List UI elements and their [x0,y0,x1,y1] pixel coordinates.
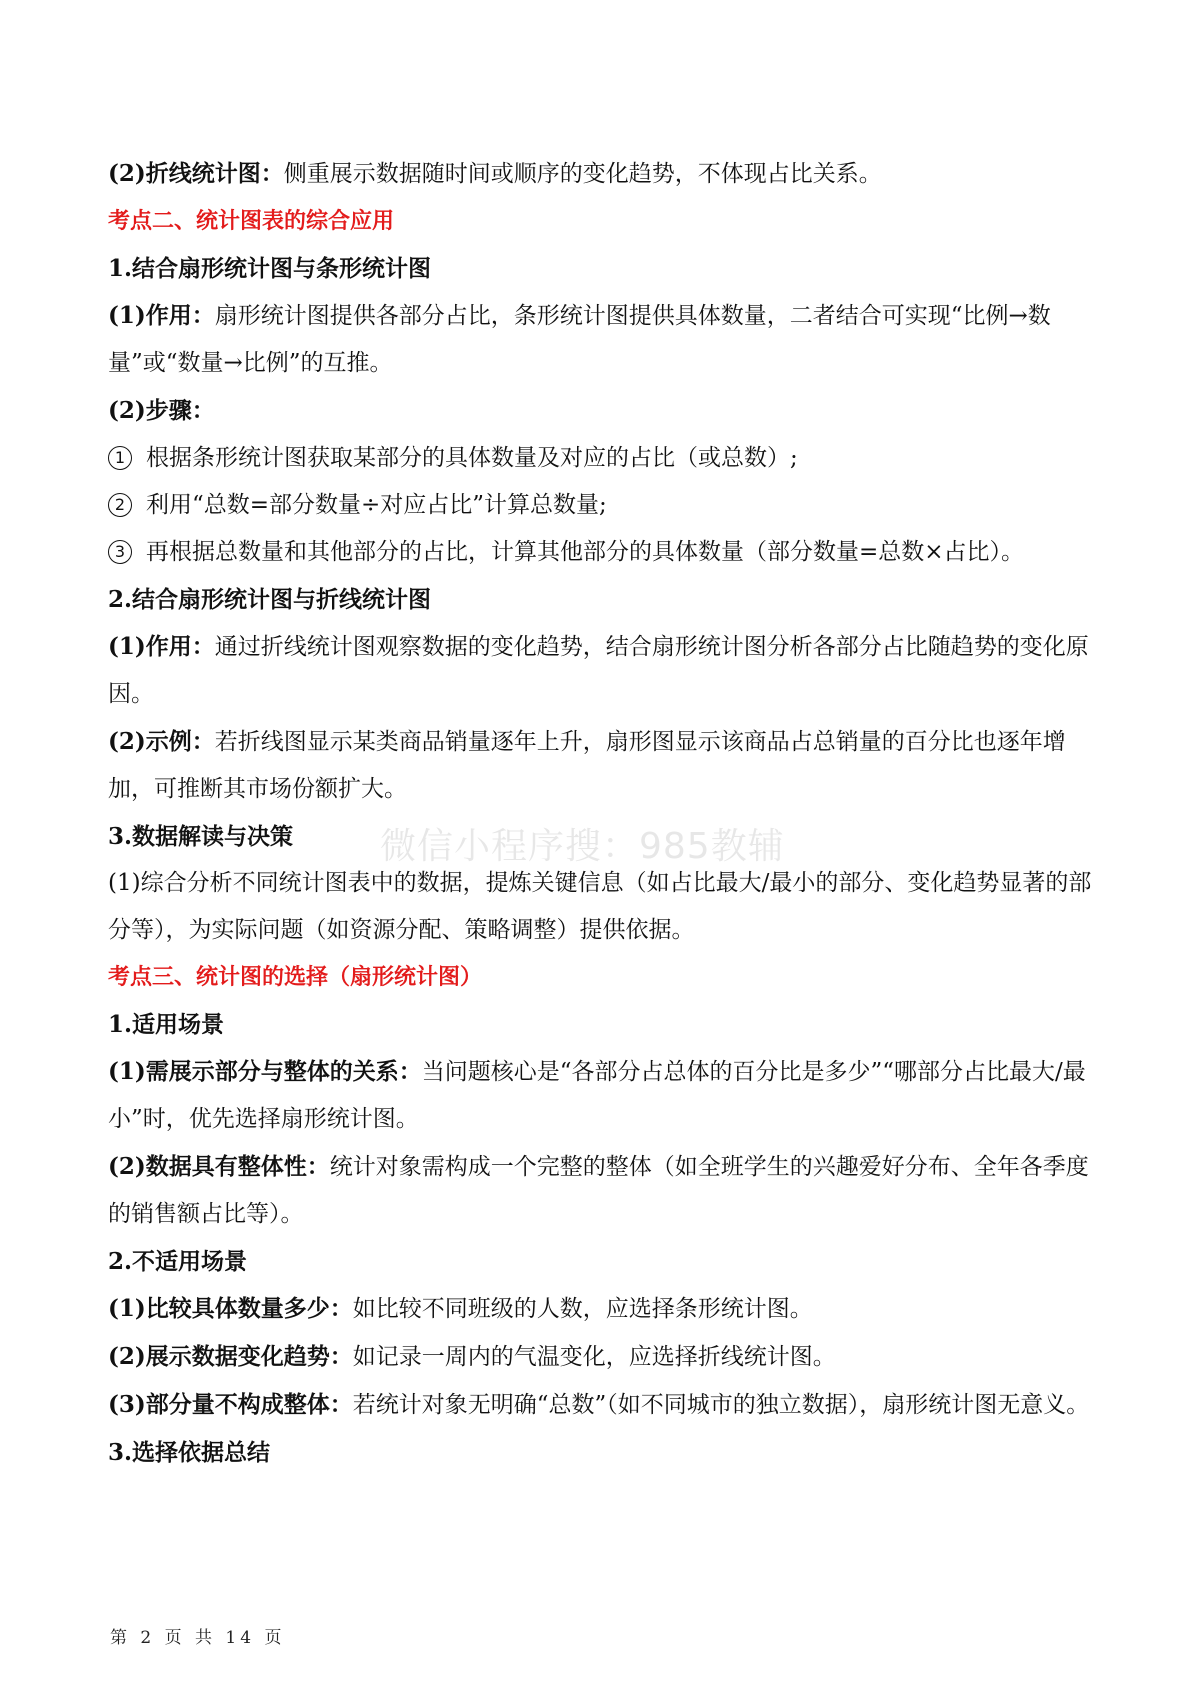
paragraph-show-trend [108,1333,1098,1381]
paragraph-example [108,718,1098,813]
text-example: 若折线图显示某类商品销量逐年上升，扇形图显示该商品占总销量的百分比也逐年增加，可推断其市场份额扩大。 [108,729,1066,802]
step-item-1 [108,435,1098,482]
label-purpose-1: (1)作用： [108,302,215,329]
label-no-whole: (3)部分量不构成整体： [108,1391,353,1418]
step-text-1: 根据条形统计图获取某部分的具体数量及对应的占比（或总数）; [146,445,798,471]
text-compare-quantity: 如比较不同班级的人数，应选择条形统计图。 [352,1296,813,1322]
text-purpose-2: 通过折线统计图观察数据的变化趋势，结合扇形统计图分析各部分占比随趋势的变化原因。 [108,634,1089,707]
step-text-3: 再根据总数量和其他部分的占比，计算其他部分的具体数量（部分数量=总数×占比）。 [146,539,1025,565]
text-part-whole: 当问题核心是“各部分占总体的百分比是多少”“哪部分占比最大/最小”时，优先选择扇形统计图。 [108,1059,1086,1132]
label-compare-quantity: (1)比较具体数量多少： [108,1295,353,1322]
step-text-2: 利用“总数=部分数量÷对应占比”计算总数量; [146,492,607,518]
text-no-whole: 若统计对象无明确“总数”（如不同城市的独立数据），扇形统计图无意义。 [352,1392,1090,1418]
label-purpose-2: (1)作用： [108,633,215,660]
paragraph-data-analysis: (1)综合分析不同统计图表中的数据，提炼关键信息（如占比最大/最小的部分、变化趋势显著的部分等），为实际问题（如资源分配、策略调整）提供依据。 [108,870,1092,943]
label-line-chart: (2)折线统计图： [108,160,284,187]
paragraph-no-whole [108,1381,1098,1429]
paragraph-pie-line-purpose [108,623,1098,718]
text-line-chart: 侧重展示数据随时间或顺序的变化趋势，不体现占比关系。 [283,161,882,187]
step-item-3 [108,529,1098,576]
section-heading-3: 考点三、统计图的选择（扇形统计图） [108,965,483,990]
circled-number-1: 1 [108,446,132,470]
text-purpose-1: 扇形统计图提供各部分占比，条形统计图提供具体数量，二者结合可实现“比例→数量”或“数量→比例”的互推。 [108,303,1051,376]
label-show-trend: (2)展示数据变化趋势： [108,1343,353,1370]
paragraph-line-chart-def [108,150,1098,198]
paragraph-pie-bar-purpose [108,292,1098,387]
text-wholeness: 统计对象需构成一个完整的整体（如全班学生的兴趣爱好分布、全年各季度的销售额占比等）。 [108,1154,1089,1227]
subheading-selection-summary: 3.选择依据总结 [108,1439,271,1466]
subheading-data-interpretation: 3.数据解读与决策 [108,823,294,850]
step-item-2 [108,482,1098,529]
subheading-applicable: 1.适用场景 [108,1011,225,1038]
label-example: (2)示例： [108,728,215,755]
paragraph-compare-quantity [108,1285,1098,1333]
circled-number-2: 2 [108,493,132,517]
page-content [108,150,1098,1476]
watermark: 微信小程序搜：985教辅 [380,826,785,867]
text-show-trend: 如记录一周内的气温变化，应选择折线统计图。 [352,1344,836,1370]
circled-number-3: 3 [108,540,132,564]
paragraph-wholeness [108,1143,1098,1238]
label-part-whole: (1)需展示部分与整体的关系： [108,1058,422,1085]
paragraph-steps-label [108,387,1098,435]
subheading-pie-line: 2.结合扇形统计图与折线统计图 [108,586,432,613]
label-wholeness: (2)数据具有整体性： [108,1153,330,1180]
label-steps: (2)步骤： [108,397,215,424]
paragraph-part-whole [108,1048,1098,1143]
subheading-pie-bar: 1.结合扇形统计图与条形统计图 [108,255,432,282]
page-footer: 第 2 页 共 14 页 [110,1628,286,1648]
subheading-not-applicable: 2.不适用场景 [108,1248,248,1275]
section-heading-2: 考点二、统计图表的综合应用 [108,209,395,234]
